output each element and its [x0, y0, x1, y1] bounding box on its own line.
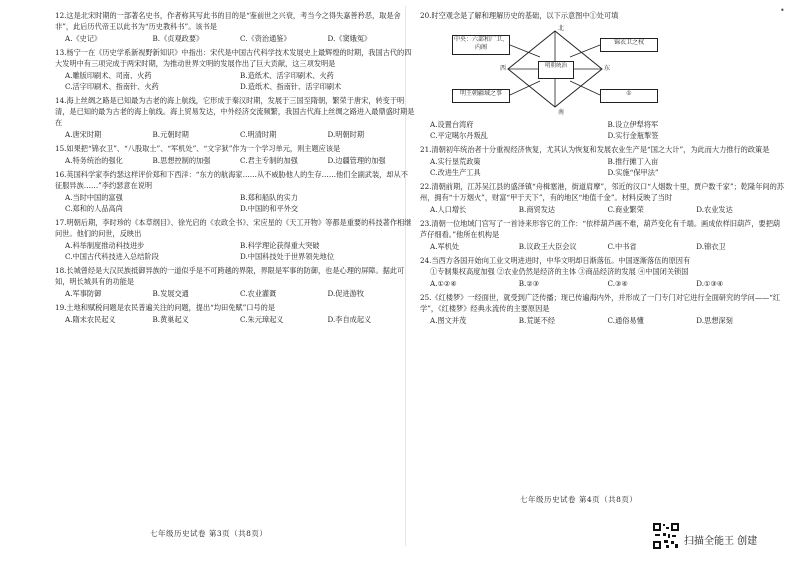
question-16-option-b: B.郑和船队的实力	[240, 193, 298, 202]
question-25-option-b: B.荒诞不经	[518, 316, 556, 325]
qr-code-icon	[652, 522, 680, 550]
question-25-options	[430, 315, 785, 326]
question-25-option-d: D.思想深刻	[696, 316, 733, 325]
question-17-option-d: D.中国科技处于世界领先地位	[240, 252, 335, 261]
right-question-list	[420, 144, 785, 326]
question-19-option-b: B.黄巢起义	[152, 315, 189, 324]
question-21-stem: 21.清朝初年统治者十分重视经济恢复，尤其认为恢复和发展农业生产是“国之大计”，为此而大力推行的政策是	[420, 145, 770, 154]
question-23	[420, 218, 785, 252]
question-13-stem: 13.杨宁一在《历史学系新视野新知识》中指出：宋代是中国古代科学技术发展史上最辉煌的时期，我国古代的四大发明中有三项完成于两宋时期，为推动世界文明的发展作出了巨大贡献，这三项发明是	[55, 48, 412, 68]
question-16-options	[65, 192, 415, 214]
question-23-stem: 23.清朝一位地域门官写了一首诗来形容它的工作：“依样葫芦画不难，葫芦变化有千端。画成依样旧葫芦，要把葫芦仔细看。”他所在机构是	[420, 219, 781, 239]
question-21-options	[430, 156, 785, 178]
question-22	[420, 181, 785, 215]
question-21-option-b: B.推行摊丁入亩	[607, 157, 659, 166]
question-14-option-a: A.唐宋时期	[65, 130, 102, 139]
diagram-top-right-box: 锦衣卫之权	[600, 38, 658, 52]
question-17-option-c: C.中国古代科技进入总结阶段	[65, 252, 159, 261]
question-23-option-b: B.议政王大臣会议	[518, 242, 577, 251]
question-13	[55, 47, 415, 92]
left-page	[55, 10, 415, 328]
question-19-option-d: D.李自成起义	[327, 315, 372, 324]
question-15-option-a: A.特务统治的强化	[65, 156, 123, 165]
question-23-option-a: A.军机处	[430, 242, 460, 251]
question-20-option-d: D.实行金瓶掣签	[607, 131, 659, 140]
question-14-stem: 14.海上丝绸之路是已知最为古老的海上航线，它形成于秦汉时期，发展于三国至隋朝，繁荣于唐宋，转变于明清，是已知的最为古老的海上航线。海上贸易发达，中外经济交流频繁，我国古代海上丝绸之路进入最鼎盛时期是在	[55, 96, 415, 127]
question-18	[55, 265, 415, 299]
question-14-option-d: D.明朝时期	[327, 130, 365, 139]
right-page	[420, 10, 785, 329]
question-12-options	[65, 33, 415, 44]
question-19-options	[65, 314, 415, 325]
question-19-option-c: C.朱元璋起义	[240, 315, 284, 324]
question-24-option-b: B.②③	[518, 279, 540, 288]
question-20	[420, 10, 785, 141]
question-15-option-b: B.思想控制的加强	[152, 156, 211, 165]
question-13-option-d: D.造纸术、指南针、活字印刷术	[240, 82, 342, 91]
time-space-diagram	[450, 23, 660, 115]
diagram-east-label: 东	[604, 65, 611, 72]
question-22-stem: 22.清朝前期，江苏吴江县的盛泽镇“舟楫塞港，街道肩摩”，邻近的汉口“人烟数十里，贾户数千家”；乾隆年间的苏州，拥有“十万烟火”，财富“甲于天下”，有的地区“地值千金”。材料反映了当时	[420, 182, 784, 202]
question-21-option-d: D.实施“保甲法”	[607, 168, 659, 177]
question-24-statements: ①专制集权高度加强 ②农业仍然是经济的主体 ③商品经济的发展 ④中国闭关锁国	[430, 267, 689, 276]
question-17-options	[65, 240, 415, 262]
question-14-option-b: B.元朝时期	[152, 130, 189, 139]
question-21-option-a: A.实行垦荒政策	[430, 157, 481, 166]
question-24	[420, 255, 785, 289]
question-16-option-c: C.郑和的人品高尚	[65, 204, 123, 213]
question-24-options	[430, 278, 785, 289]
question-15	[55, 143, 415, 166]
diagram-south-label: 南	[558, 109, 565, 116]
question-22-option-b: B.商贸发达	[518, 205, 556, 214]
question-21-option-c: C.改进生产工具	[430, 168, 481, 177]
question-16-option-a: A.当时中国的富强	[65, 193, 123, 202]
diagram-center: 明朝统治	[538, 61, 574, 79]
diagram-bottom-right-box: ①	[600, 89, 658, 103]
question-22-options	[430, 204, 785, 215]
question-22-option-d: D.农业发达	[696, 205, 733, 214]
question-18-option-a: A.军事防御	[65, 289, 102, 298]
question-20-option-c: C.平定噶尔丹叛乱	[430, 131, 488, 140]
left-footer: 七年级历史试卷 第3页（共8页）	[150, 529, 268, 538]
question-12	[55, 10, 415, 44]
question-17-option-a: A.科举制度推动科技进步	[65, 241, 145, 250]
question-23-option-c: C.中书省	[607, 242, 637, 251]
question-13-option-b: B.造纸术、活字印刷术、火药	[240, 71, 334, 80]
question-16-option-d: D.中国的和平外交	[240, 204, 299, 213]
question-13-options	[65, 70, 415, 92]
question-20-stem: 20.时空观念是了解和理解历史的基础，以下示意图中①处可填	[420, 11, 619, 20]
question-19-stem: 19.土地和赋税问题是农民普遍关注的问题，提出“均田免赋”口号的是	[55, 303, 276, 312]
question-19-option-a: A.隋末农民起义	[65, 315, 116, 324]
question-20-option-a: A.设置台湾府	[430, 120, 474, 129]
question-12-option-d: D.《窦娥冤》	[327, 34, 372, 43]
question-24-stem: 24.当西方各国开始向工业文明进进时，中华文明却日渐落伍。中国逐渐落伍的原因有	[420, 256, 691, 265]
question-14	[55, 95, 415, 140]
question-14-options	[65, 129, 415, 140]
question-24-option-d: D.①③④	[696, 279, 724, 288]
question-25-option-a: A.图文并茂	[430, 316, 467, 325]
question-12-option-a: A.《史记》	[65, 34, 102, 43]
question-21	[420, 144, 785, 178]
diagram-bottom-left-box: 明王朝疆域之事	[452, 89, 510, 103]
diagram-top-left-box: 中央：六部和厂卫、内阁	[452, 35, 510, 55]
question-22-option-c: C.商业繁荣	[607, 205, 644, 214]
question-15-option-c: C.君主专制的加强	[240, 156, 298, 165]
question-16	[55, 169, 415, 214]
question-15-options	[65, 155, 415, 166]
question-18-option-b: B.发展交通	[152, 289, 189, 298]
question-25-stem: 25.《红楼梦》一经面世，就受到广泛传播；现已传遍海内外，并形成了一门专门对它进行全面研究的学问——“红学”，《红楼梦》经典永流传的主要原因是	[420, 293, 781, 313]
question-17-option-b: B.科学理论获得重大突破	[240, 241, 320, 250]
corner-mark: •	[780, 6, 785, 15]
question-17	[55, 217, 415, 262]
question-22-option-a: A.人口增长	[430, 205, 467, 214]
question-13-option-a: A.雕版印刷术、司南、火药	[65, 71, 152, 80]
question-17-stem: 17.明朝后期，李时珍的《本草纲目》、徐光启的《农政全书》、宋应星的《天工开物》等都是重要的科技著作相继问世。他们的问世，反映出	[55, 218, 412, 238]
question-20-option-b: B.设立伊犁将军	[607, 120, 659, 129]
question-15-option-d: D.边疆管理的加强	[327, 156, 386, 165]
question-18-stem: 18.长城曾经是大汉民族抵御异族的一道似乎是不可跨越的界限，界限是军事的防御，也是心理的屏障。据此可知，明长城具有的功能是	[55, 266, 405, 286]
question-14-option-c: C.明清时期	[240, 130, 277, 139]
question-23-option-d: D.锦衣卫	[696, 242, 726, 251]
question-23-options	[430, 241, 785, 252]
scanner-brand-label: 扫描全能王 创建	[684, 536, 758, 547]
diagram-west-label: 西	[500, 65, 507, 72]
question-24-option-c: C.③④	[607, 279, 628, 288]
question-24-option-a: A.①②④	[430, 279, 457, 288]
question-20-options	[430, 119, 785, 141]
question-12-option-b: B.《贞观政要》	[152, 34, 204, 43]
question-12-stem: 12.这是北宋时期的一部著名史书，作者称其写此书的目的是“鉴前世之兴衰，考当今之得失嘉善矜恶，取是舍非”，此后历代帝王以此书为“历史教科书”。该书是	[55, 11, 401, 31]
question-15-stem: 15.如果把“锦衣卫”、“八股取士”、“军机处”、“文字狱”作为一个学习单元，则主题应该是	[55, 144, 341, 153]
question-18-option-d: D.促进游牧	[327, 289, 365, 298]
question-13-option-c: C.活字印刷术、指南针、火药	[65, 82, 159, 91]
question-12-option-c: C.《资治通鉴》	[240, 34, 291, 43]
question-18-option-c: C.农业灌溉	[240, 289, 277, 298]
left-question-list	[55, 10, 415, 325]
question-25-option-c: C.通俗易懂	[607, 316, 644, 325]
question-25	[420, 292, 785, 326]
right-footer: 七年级历史试卷 第4页（共8页）	[520, 495, 638, 504]
question-16-stem: 16.英国科学家李约瑟这样评价郑和下西洋：“东方的航海家……从不威胁他人的生存……他们全副武装，却从不征服异族……”李约瑟意在说明	[55, 170, 408, 190]
question-19	[55, 302, 415, 325]
question-18-options	[65, 288, 415, 299]
diagram-north-label: 北	[558, 25, 565, 32]
